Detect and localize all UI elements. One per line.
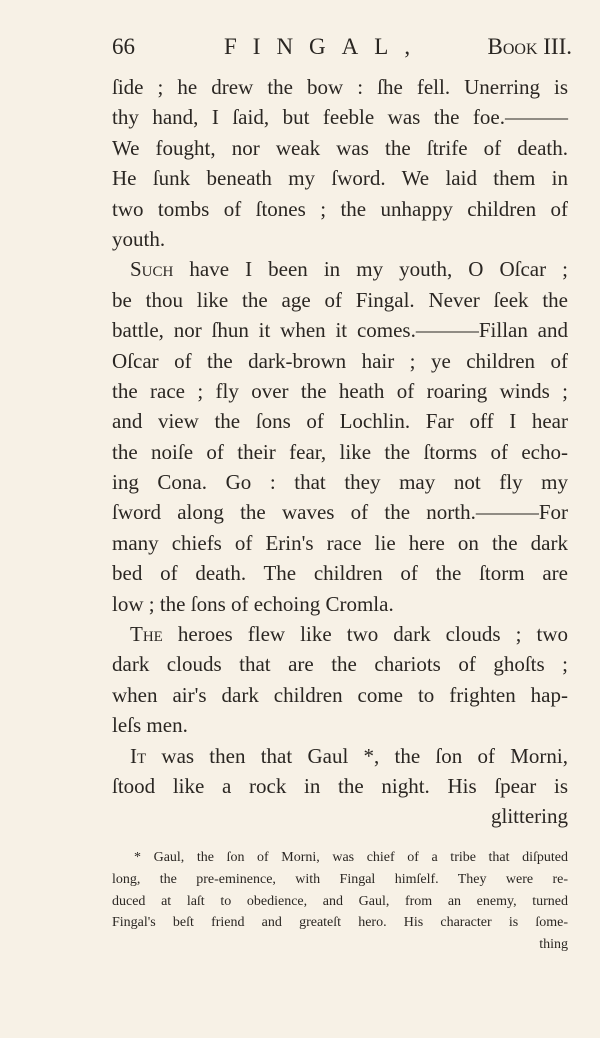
text-line: bed of death. The children of the ſtorm are	[112, 561, 568, 586]
book-label: Book III.	[487, 34, 572, 59]
footnote-line: * Gaul, the ſon of Morni, was chief of a tribe that diſputed	[134, 850, 568, 865]
text-line: dark clouds that are the chariots of ghoſts ;	[112, 652, 568, 677]
running-header	[112, 34, 572, 64]
catchword: glittering	[491, 804, 568, 829]
text-line: We fought, nor weak was the ſtrife of death.	[112, 135, 568, 160]
text-line: many chiefs of Erin's race lie here on the dark	[112, 530, 568, 555]
text-line: ſide ; he drew the bow : ſhe fell. Unerring is	[112, 75, 568, 99]
text-line: low ; the ſons of echoing Cromla.	[112, 591, 394, 616]
footnote-catchword: thing	[539, 937, 568, 953]
paragraph-start-line: Such have I been in my youth, O Oſcar ;	[130, 257, 568, 282]
text-line: ſword along the waves of the north.———For	[112, 500, 568, 525]
footnote	[112, 847, 568, 956]
running-title: FINGAL,	[224, 34, 427, 59]
text-line: and view the ſons of Lochlin. Far off I hear	[112, 409, 568, 434]
text-line: leſs men.	[112, 713, 188, 738]
footnote-line: Fingal's beſt friend and greateſt hero. His character is ſome-	[112, 915, 568, 931]
text-line: battle, nor ſhun it when it comes.———Fillan and	[112, 318, 568, 343]
text-line: thy hand, I ſaid, but feeble was the foe.———	[112, 105, 568, 130]
text-line: two tombs of ſtones ; the unhappy children of	[112, 196, 568, 221]
text-line: He ſunk beneath my ſword. We laid them in	[112, 166, 568, 191]
text-line: ing Cona. Go : that they may not fly my	[112, 470, 568, 495]
page-number: 66	[112, 34, 135, 59]
text-line: youth.	[112, 226, 166, 251]
main-text	[112, 72, 568, 832]
text-line: the noiſe of their fear, like the ſtorms of echo-	[112, 439, 568, 464]
text-line: ſtood like a rock in the night. His ſpear is	[112, 773, 568, 798]
text-line: when air's dark children come to frighten hap-	[112, 682, 568, 707]
paragraph-start-line: The heroes flew like two dark clouds ; two	[130, 622, 568, 647]
text-line: Oſcar of the dark-brown hair ; ye children of	[112, 348, 568, 373]
text-line: the race ; fly over the heath of roaring winds ;	[112, 378, 568, 403]
footnote-line: duced at laſt to obedience, and Gaul, from an enemy, turned	[112, 893, 568, 909]
paragraph-start-line: It was then that Gaul *, the ſon of Morni,	[130, 743, 568, 768]
footnote-line: long, the pre-eminence, with Fingal himſelf. They were re-	[112, 871, 568, 887]
text-line: be thou like the age of Fingal. Never ſeek the	[112, 287, 568, 312]
